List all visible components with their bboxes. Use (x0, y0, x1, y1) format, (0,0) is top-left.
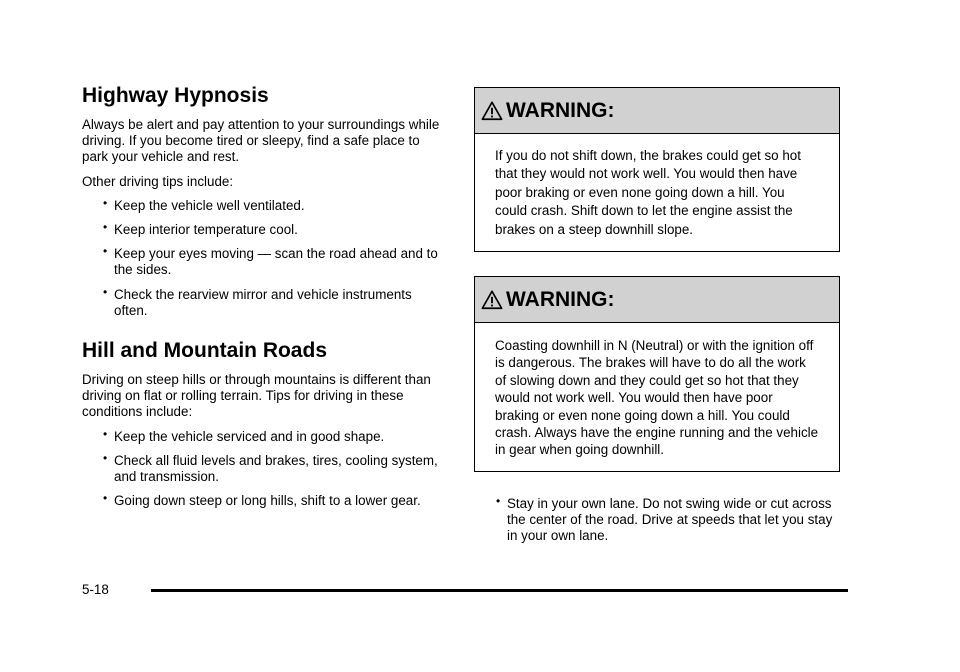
warning-box (474, 276, 840, 472)
section-title-hill-mountain-roads: Hill and Mountain Roads (82, 339, 327, 363)
list-item: • Check the rearview mirror and vehicle instruments often. (103, 284, 412, 318)
tips-list (82, 195, 444, 319)
list-item: • Keep the vehicle serviced and in good shape. (103, 426, 385, 444)
bullet-dot-icon: • (103, 426, 108, 441)
warning-header (475, 88, 839, 134)
warning-title: WARNING: (506, 287, 615, 311)
warning-body: Coasting downhill in N (Neutral) or with the ignition off is dangerous. The brakes will have to do all the work of slowing down and they could get so hot that they would not work well. You would then have poor braking or even none going down a hill. You could crash. Always have the engine running and the vehicle in gear when going downhill. (495, 338, 819, 458)
left-column (82, 84, 444, 517)
section-title-highway-hypnosis: Highway Hypnosis (82, 84, 269, 107)
paragraph: Other driving tips include: (82, 173, 234, 189)
page-number: 5-18 (82, 582, 109, 597)
footer-rule (151, 589, 848, 592)
list-item: • Check all fluid levels and brakes, tires, cooling system, and transmission. (103, 450, 438, 485)
bullet-dot-icon: • (496, 493, 501, 508)
bullet-dot-icon: • (103, 491, 108, 506)
list-item: • Keep your eyes moving — scan the road ahead and to the sides. (103, 244, 438, 278)
warning-box (474, 87, 840, 252)
warning-triangle-icon (481, 289, 503, 311)
warning-title: WARNING: (506, 98, 615, 122)
right-column (474, 87, 840, 552)
paragraph: Driving on steep hills or through mountains is different than driving on flat or rolling terrain. Tips for driving in these conditions include: (82, 372, 431, 420)
warning-body: If you do not shift down, the brakes could get so hot that they would not work well. You would then have poor braking or even none going down a hill. You could crash. Shift down to let the engine assist the brakes on a steep downhill slope. (495, 148, 801, 237)
list-item: • Keep the vehicle well ventilated. (103, 195, 305, 213)
list-item: • Keep interior temperature cool. (103, 220, 298, 238)
warning-triangle-icon (481, 100, 503, 122)
list-item: • Going down steep or long hills, shift to a lower gear. (103, 491, 421, 509)
tips-list (82, 426, 444, 510)
list-item: • Stay in your own lane. Do not swing wide or cut across the center of the road. Drive at speeds that let you stay in your own lane. (496, 493, 833, 544)
warning-header (475, 277, 839, 323)
bullet-dot-icon: • (103, 244, 108, 259)
bullet-dot-icon: • (103, 220, 108, 235)
tips-list (474, 493, 840, 545)
paragraph: Always be alert and pay attention to your surroundings while driving. If you become tired or sleepy, find a safe place to park your vehicle and rest. (82, 117, 440, 165)
bullet-dot-icon: • (103, 450, 108, 465)
bullet-dot-icon: • (103, 284, 108, 299)
bullet-dot-icon: • (103, 195, 108, 210)
